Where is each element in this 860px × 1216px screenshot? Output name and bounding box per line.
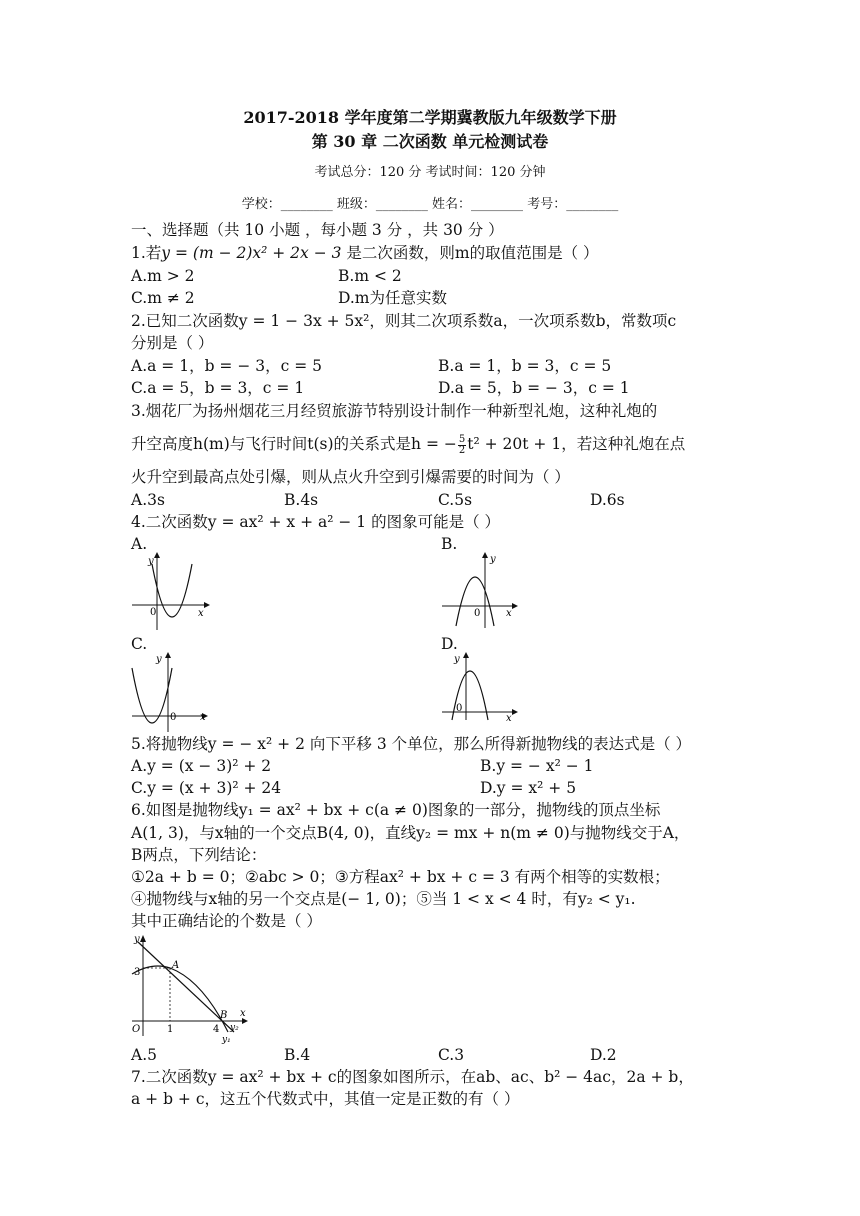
- question-6-line2: A(1, 3)，与x轴的一个交点B(4, 0)，直线y₂ = mx + n(m ≠ 0)与抛物线交于A，: [131, 824, 690, 842]
- q2-option-b[interactable]: B.a = 1，b = 3，c = 5: [438, 357, 612, 375]
- q3-frac-den: 2: [458, 444, 466, 456]
- question-1: [131, 243, 599, 263]
- question-6-line3: B两点，下列结论：: [131, 846, 267, 864]
- q4a-y-label: y: [148, 556, 154, 567]
- question-6-line1: 6.如图是抛物线y₁ = ax² + bx + c(a ≠ 0)图象的一部分，抛物线的顶点坐标: [131, 801, 661, 819]
- question-6-line6: 其中正确结论的个数是（ ）: [131, 912, 322, 930]
- exam-title-line2: 第 30 章 二次函数 单元检测试卷: [311, 132, 549, 151]
- q6-label-y2: y₂: [230, 1023, 239, 1033]
- question-4: 4.二次函数y = ax² + x + a² − 1 的图象可能是（ ）: [131, 513, 501, 531]
- q5-option-a[interactable]: A.y = (x − 3)² + 2: [131, 757, 272, 775]
- q4b-x-label: x: [506, 608, 512, 619]
- q1-pre: 1.若: [131, 244, 162, 262]
- q1-option-c[interactable]: C.m ≠ 2: [131, 289, 195, 307]
- q4d-origin: 0: [456, 703, 463, 714]
- question-5: 5.将抛物线y = − x² + 2 向下平移 3 个单位，那么所得新抛物线的表达式是（ ）: [131, 735, 692, 753]
- q1-option-a[interactable]: A.m > 2: [131, 267, 195, 285]
- q6-point-b: B: [220, 1010, 228, 1021]
- q4c-origin: 0: [170, 712, 177, 723]
- q2-option-c[interactable]: C.a = 5，b = 3，c = 1: [131, 379, 305, 397]
- exam-title-line1: 2017-2018 学年度第二学期冀教版九年级数学下册: [243, 108, 617, 127]
- q1-option-b[interactable]: B.m < 2: [338, 267, 402, 285]
- question-6-line5: ④抛物线与x轴的另一个交点是(− 1, 0)；⑤当 1 < x < 4 时，有y₂ < y₁.: [131, 890, 636, 908]
- q4-option-a[interactable]: A.: [131, 535, 148, 553]
- q1-expr: y = (m − 2)x² + 2x − 3: [161, 244, 342, 262]
- q4-graph-c[interactable]: [130, 650, 210, 734]
- q5-option-d[interactable]: D.y = x² + 5: [480, 779, 577, 797]
- q4d-x-label: x: [506, 713, 512, 722]
- q4b-origin: 0: [474, 608, 481, 619]
- student-fields: 学校：________ 班级：________ 姓名：________ 考号：________: [241, 197, 619, 212]
- q6-option-a[interactable]: A.5: [131, 1046, 157, 1064]
- q6-y-label: y: [134, 934, 140, 945]
- q3-fraction: [458, 435, 466, 456]
- question-3-line2: [131, 434, 685, 456]
- q6-option-d[interactable]: D.2: [590, 1046, 617, 1064]
- question-2-line2: 分别是（ ）: [131, 334, 214, 352]
- q6-point-a: A: [172, 960, 180, 971]
- q4c-x-label: x: [200, 712, 206, 723]
- q4-graph-b[interactable]: [440, 550, 520, 630]
- section-heading: 一、选择题（共 10 小题 ，每小题 3 分 ，共 30 分 ）: [131, 221, 504, 239]
- q4d-y-label: y: [454, 654, 460, 665]
- q1-post: 是二次函数，则m的取值范围是（ ）: [341, 244, 599, 262]
- q2-option-d[interactable]: D.a = 5，b = − 3，c = 1: [438, 379, 630, 397]
- q4-option-c[interactable]: C.: [131, 635, 148, 653]
- question-6-line4: ①2a + b = 0；②abc > 0；③方程ax² + bx + c = 3 有两个相等的实数根；: [131, 868, 670, 886]
- question-3-line3: 火升空到最高点处引爆，则从点火升空到引爆需要的时间为（ ）: [131, 468, 570, 486]
- q6-tick-3: 3: [134, 967, 141, 978]
- q3-frac-num: 5: [458, 433, 466, 445]
- q3-option-a[interactable]: A.3s: [131, 491, 165, 509]
- q4a-x-label: x: [198, 608, 204, 619]
- q4b-y-label: y: [490, 554, 496, 565]
- q6-origin: O: [132, 1024, 141, 1035]
- exam-info: 考试总分：120 分 考试时间：120 分钟: [314, 165, 546, 180]
- q5-option-b[interactable]: B.y = − x² − 1: [480, 757, 594, 775]
- q4-graph-a[interactable]: [130, 550, 210, 632]
- q4c-y-label: y: [156, 654, 162, 665]
- question-7-line1: 7.二次函数y = ax² + bx + c的图象如图所示，在ab、ac、b² − 4ac，2a + b，: [131, 1068, 694, 1086]
- q4-graph-d[interactable]: [440, 650, 520, 722]
- q1-option-d[interactable]: D.m为任意实数: [338, 289, 447, 307]
- question-3-line1: 3.烟花厂为扬州烟花三月经贸旅游节特别设计制作一种新型礼炮，这种礼炮的: [131, 402, 658, 420]
- q6-option-c[interactable]: C.3: [438, 1046, 465, 1064]
- q4a-origin: 0: [150, 607, 157, 618]
- q3-option-c[interactable]: C.5s: [438, 491, 473, 509]
- q6-option-b[interactable]: B.4: [284, 1046, 311, 1064]
- q6-tick-1: 1: [167, 1024, 174, 1035]
- q6-x-label: x: [240, 1008, 246, 1019]
- q3-option-d[interactable]: D.6s: [590, 491, 625, 509]
- q3-option-b[interactable]: B.4s: [284, 491, 319, 509]
- question-2-line1: 2.已知二次函数y = 1 − 3x + 5x²，则其二次项系数a，一次项系数b，常数项c: [131, 312, 677, 330]
- q3-line2-pre: 升空高度h(m)与飞行时间t(s)的关系式是h = −: [131, 435, 457, 453]
- q6-label-y1: y₁: [222, 1035, 231, 1044]
- q2-option-a[interactable]: A.a = 1，b = − 3，c = 5: [131, 357, 322, 375]
- q4-option-d[interactable]: D.: [441, 635, 458, 653]
- q5-option-c[interactable]: C.y = (x + 3)² + 24: [131, 779, 282, 797]
- question-7-line2: a + b + c，这五个代数式中，其值一定是正数的有（ ）: [131, 1090, 520, 1108]
- q6-tick-4: 4: [213, 1024, 220, 1035]
- q3-line2-post: t² + 20t + 1，若这种礼炮在点: [467, 435, 686, 453]
- q6-graph: [130, 932, 250, 1044]
- q4-option-b[interactable]: B.: [441, 535, 458, 553]
